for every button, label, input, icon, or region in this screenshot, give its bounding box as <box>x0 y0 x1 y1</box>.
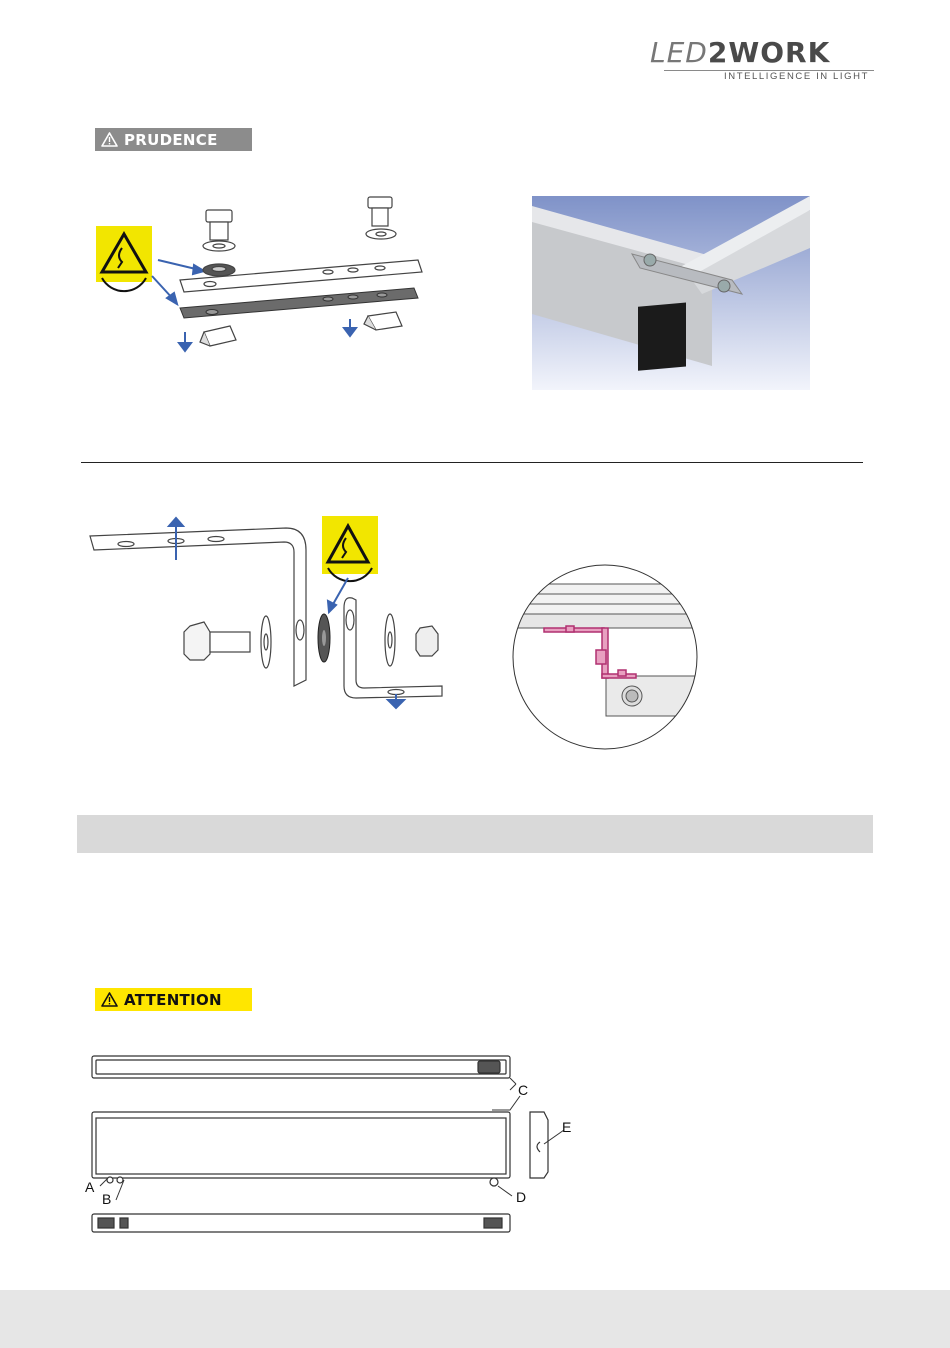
label-d: D <box>516 1189 527 1205</box>
section-header-band <box>77 815 873 853</box>
connector-plate-exploded-drawing <box>88 192 438 362</box>
warning-triangle-icon <box>101 992 118 1007</box>
brand-logo <box>650 36 830 69</box>
angle-bracket-exploded-drawing <box>86 510 456 715</box>
bracket-detail-circle-view <box>510 562 700 752</box>
warning-triangle-icon <box>101 132 118 147</box>
prudence-text: PRUDENCE <box>124 130 218 149</box>
attention-text: ATTENTION <box>124 990 222 1009</box>
logo-brand-text: 2WORK <box>707 36 831 69</box>
label-c: C <box>518 1082 529 1098</box>
brand-tagline: INTELLIGENCE IN LIGHT <box>724 71 869 82</box>
label-b: B <box>102 1191 112 1207</box>
attention-label <box>95 988 252 1011</box>
section-divider <box>81 462 863 463</box>
luminaire-views-drawing <box>80 1050 600 1240</box>
logo-led-text: LED <box>650 36 708 69</box>
esd-warning-icon <box>96 226 152 291</box>
page-footer-band <box>0 1290 950 1348</box>
installed-connector-photo <box>532 196 810 390</box>
esd-warning-icon <box>322 516 378 581</box>
label-e: E <box>562 1119 572 1135</box>
label-a: A <box>85 1179 95 1195</box>
prudence-label <box>95 128 252 151</box>
